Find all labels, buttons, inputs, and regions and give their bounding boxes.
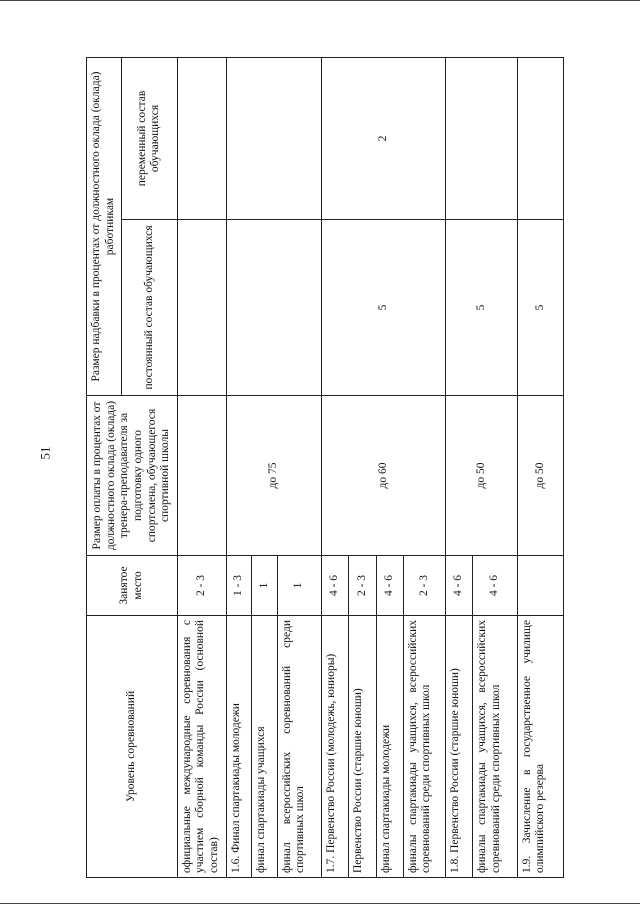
place-cell: 4 - 6	[446, 556, 473, 616]
level-cell: финал спартакиады учащихся	[252, 616, 277, 878]
pay-cell-g17: до 60	[321, 396, 445, 556]
level-cell: финал спартакиады молодежи	[376, 616, 403, 878]
rotated-table	[86, 58, 564, 878]
bonus-variable-cell-g17: 2	[321, 57, 445, 219]
place-cell: 2 - 3	[177, 556, 226, 616]
table-row	[321, 57, 348, 877]
bonus-variable-cell-g18	[446, 57, 518, 219]
level-cell: 1.6. Финал спартакиады молодежи	[227, 616, 252, 878]
bonus-permanent-cell-g19: 5	[517, 220, 563, 396]
place-cell: 4 - 6	[473, 556, 517, 616]
table-row	[177, 57, 226, 877]
level-cell: финалы спартакиады учащихся, всероссийских соревнований среди спортивных школ	[403, 616, 445, 878]
pay-cell-g19: до 50	[517, 396, 563, 556]
header-bonus: Размер надбавки в процентах от должностного оклада (оклада) работникам	[87, 57, 122, 395]
header-place: Занятое место	[87, 556, 178, 616]
pay-cell-g16: до 75	[227, 396, 322, 556]
table-row	[517, 57, 563, 877]
place-cell: 1 - 3	[227, 556, 252, 616]
level-cell: 1.7. Первенство России (молодежь, юниоры)	[321, 616, 348, 878]
place-cell: 1	[277, 556, 321, 616]
rotated-table-frame	[86, 58, 564, 878]
level-cell: Первенство России (старшие юноши)	[349, 616, 376, 878]
header-bonus-permanent: постоянный состав обучающихся	[121, 220, 177, 396]
bonus-permanent-cell-g18: 5	[446, 220, 518, 396]
table-row	[446, 57, 473, 877]
pay-cell	[177, 396, 226, 556]
level-cell: финалы спартакиады учащихся, всероссийских соревнований среди спортивных школ	[473, 616, 517, 878]
place-cell: 1	[252, 556, 277, 616]
bonus-variable-cell-g16	[227, 57, 322, 219]
bonus-variable-cell	[177, 57, 226, 219]
bonus-permanent-cell-g16	[227, 220, 322, 396]
table-header-row	[87, 57, 122, 877]
level-cell: официальные международные соревнования с участием сборной команды России (основной состав)	[177, 616, 226, 878]
page-number: 51	[37, 446, 52, 460]
header-pay: Размер оплаты в процентах от должностного оклада (оклада) тренера-преподавателя за подготовку одного спортсмена, обучающегося спортивной школы	[87, 396, 178, 556]
bonus-variable-cell-g19	[517, 57, 563, 219]
header-bonus-variable: переменный состав обучающихся	[121, 57, 177, 219]
level-cell: 1.9. Зачисление в государственное училище олимпийского резерва	[517, 616, 563, 878]
bonus-table	[86, 57, 564, 878]
bonus-permanent-cell-g17: 5	[321, 220, 445, 396]
scan-edge-bottom	[0, 903, 640, 904]
scan-edge-top	[0, 0, 640, 1]
place-cell: 4 - 6	[376, 556, 403, 616]
level-cell: 1.8. Первенство России (старшие юноши)	[446, 616, 473, 878]
place-cell	[517, 556, 563, 616]
level-cell: финал всероссийских соревнований среди спортивных школ	[277, 616, 321, 878]
pay-cell-g18: до 50	[446, 396, 518, 556]
table-row	[227, 57, 252, 877]
place-cell: 2 - 3	[403, 556, 445, 616]
bonus-permanent-cell	[177, 220, 226, 396]
place-cell: 4 - 6	[321, 556, 348, 616]
place-cell: 2 - 3	[349, 556, 376, 616]
header-level: Уровень соревнований	[87, 616, 178, 878]
